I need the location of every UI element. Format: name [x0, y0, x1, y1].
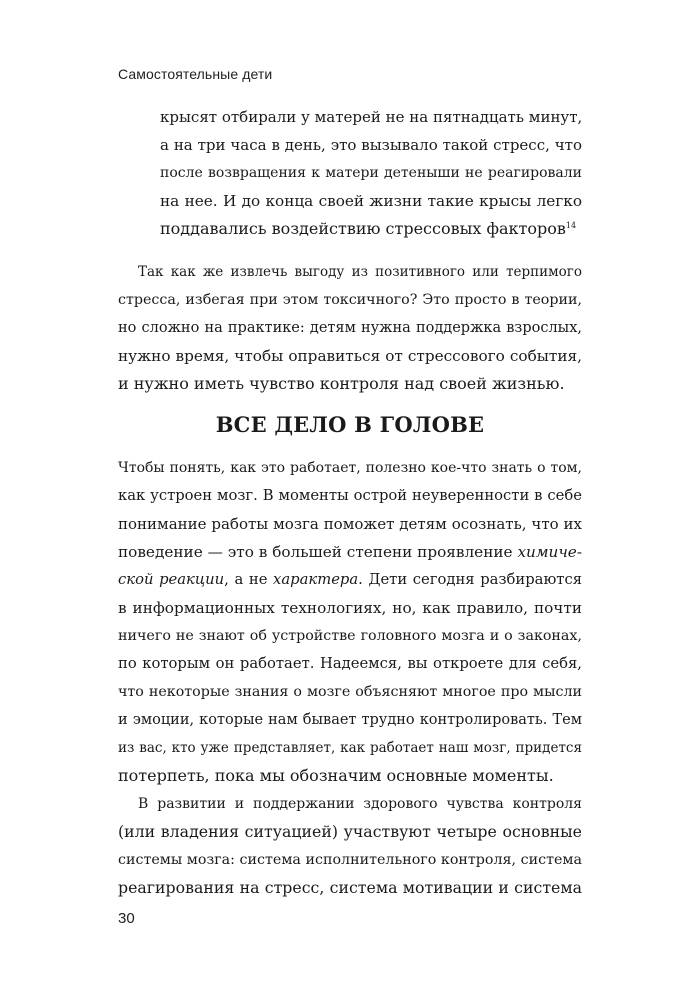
paragraph-brain [118, 454, 582, 790]
italic-term: характера [273, 571, 359, 588]
paragraph-line: в информационных технологиях, но, как правило, почти [118, 599, 582, 617]
text-run: , а не [224, 571, 274, 588]
paragraph-line: потерпеть, пока мы обозначим основные моменты. [118, 766, 554, 785]
text-run: поведение — это в большей степени проявление [118, 543, 518, 561]
paragraph-line: системы мозга: система исполнительного контроля, система [118, 852, 582, 868]
quote-text: поддавались воздействию стрессовых факторов [160, 219, 566, 238]
italic-term: химиче- [517, 543, 582, 561]
paragraph-line: и нужно иметь чувство контроля над своей жизнью. [118, 374, 565, 393]
paragraph-line: нужно время, чтобы оправиться от стрессового события, [118, 347, 582, 365]
paragraph-control-systems [118, 790, 582, 902]
paragraph-line: ничего не знают об устройстве головного мозга и о законах, [118, 628, 582, 644]
indented-quote [160, 103, 582, 243]
paragraph-line: но сложно на практике: детям нужна поддержка взрослых, [118, 320, 582, 336]
quote-line: крысят отбирали у матерей не на пятнадцать минут, [160, 108, 583, 126]
paragraph-line: из вас, кто уже представляет, как работает наш мозг, придется [118, 740, 582, 756]
quote-line-last [160, 215, 582, 243]
italic-term: ской реакции [118, 571, 225, 588]
paragraph-line: и эмоции, которые нам бывает трудно контролировать. Тем [118, 712, 582, 728]
paragraph-line: стресса, избегая при этом токсичного? Это просто в теории, [118, 292, 582, 308]
paragraph-line [118, 566, 582, 594]
text-run: . Дети сегодня разбираются [358, 571, 583, 588]
quote-line: а на три часа в день, это вызывало такой стресс, что [160, 136, 582, 154]
section-heading: ВСЕ ДЕЛО В ГОЛОВЕ [215, 412, 485, 437]
page-number: 30 [118, 910, 135, 927]
paragraph-line: понимание работы мозга поможет детям осознать, что их [118, 515, 582, 533]
paragraph-line: по которым он работает. Надеемся, вы откроете для себя, [118, 655, 582, 672]
paragraph-line: (или владения ситуацией) участвуют четыре основные [118, 822, 582, 841]
paragraph-line: как устроен мозг. В моменты острой неуверенности в себе [118, 487, 582, 504]
quote-line: на нее. И до конца своей жизни такие крысы легко [160, 192, 582, 210]
footnote-reference: 14 [565, 221, 577, 230]
paragraph-line: Так как же извлечь выгоду из позитивного или терпимого [138, 264, 582, 280]
quote-line: после возвращения к матери детеныши не реагировали [160, 165, 582, 181]
paragraph-line [118, 538, 582, 566]
paragraph-line: В развитии и поддержании здорового чувства контроля [138, 796, 582, 812]
paragraph-line: что некоторые знания о мозге объясняют многое про мысли [118, 684, 582, 700]
paragraph-line: Чтобы понять, как это работает, полезно кое-что знать о том, [118, 460, 582, 476]
paragraph-line: реагирования на стресс, система мотивации и система [118, 878, 582, 897]
running-header: Самостоятельные дети [118, 66, 273, 82]
paragraph-stress [118, 258, 582, 398]
